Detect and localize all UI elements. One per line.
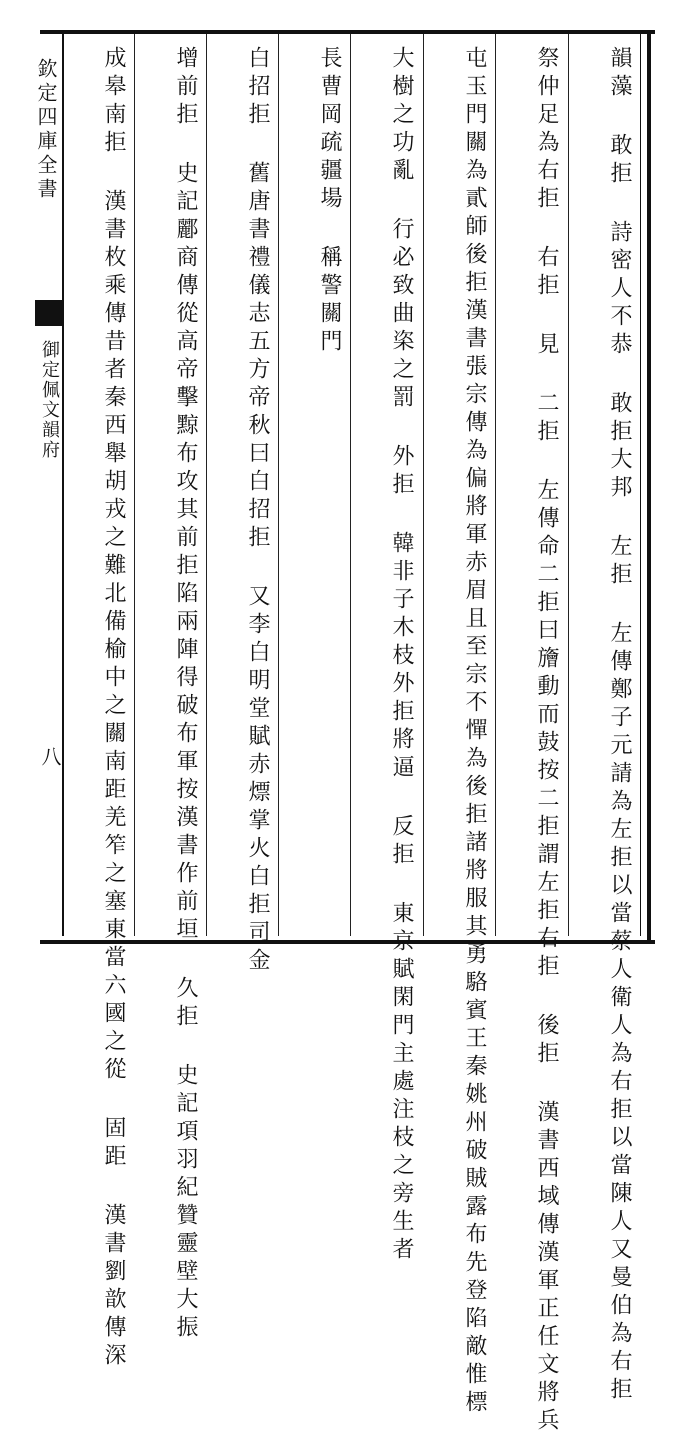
column-text: 祭仲足為右拒 右拒 見 二拒 左傳命二拒曰旝動而鼓按二拒謂左拒右拒 後拒 漢書西域傳漢軍正任文將兵: [534, 46, 559, 1436]
text-column-1: [576, 46, 632, 1405]
column-text: 大樹之功亂 行必致曲栥之罰 外拒 韓非子木枝外拒將逼 反拒 東京賦閑門主處注枝之旁生者: [389, 46, 414, 1265]
text-column-6: [214, 46, 270, 976]
column-divider: [350, 34, 351, 936]
column-text: 白招拒 舊唐書禮儀志五方帝秋曰白招拒 又李白明堂賦赤熛掌火白拒司金: [245, 46, 270, 976]
column-divider: [278, 34, 279, 936]
page-frame: [40, 30, 655, 1436]
text-column-2: [503, 46, 559, 1436]
text-column-3: [431, 46, 487, 1418]
column-text: 成皋南拒 漢書枚乘傳昔者秦西舉胡戎之難北備榆中之關南距羌笮之塞東當六國之從 固距 漢書劉歆傳深: [101, 46, 126, 1371]
column-text: 韻藻 敢拒 詩密人不恭 敢拒大邦 左拒 左傳鄭子元請為左拒以當蔡人衛人為右拒以當陳人又曼伯為右拒: [607, 46, 632, 1405]
book-title: 欽定四庫全書: [34, 58, 58, 202]
folio-number: 八: [38, 746, 62, 766]
text-column-8: [70, 46, 126, 1371]
inner-border-right: [640, 34, 641, 936]
column-text: 長曹岡疏疆場 稱警關門: [317, 46, 342, 357]
column-divider: [206, 34, 207, 936]
column-divider: [423, 34, 424, 936]
column-text: 屯玉門關為貳師後拒漢書張宗傳為偏將軍赤眉且至宗不憚為後拒諸將服其勇駱賓王秦姚州破賊露布先登陷敵惟標: [462, 46, 487, 1418]
column-text: 增前拒 史記酈商傳從高帝擊黥布攻其前拒陷兩陣得破布軍按漢書作前垣 久拒 史記項羽紀贊靈壁大振: [173, 46, 198, 1343]
column-divider: [495, 34, 496, 936]
text-column-7: [142, 46, 198, 1343]
outer-border-right: [647, 30, 651, 940]
fishtail-mark: [35, 300, 62, 326]
column-divider: [134, 34, 135, 936]
column-divider: [568, 34, 569, 936]
gutter-divider: [62, 34, 64, 936]
text-column-5: [286, 46, 342, 926]
book-subtitle: 御定佩文韻府: [39, 340, 60, 460]
text-column-4: [358, 46, 414, 1265]
